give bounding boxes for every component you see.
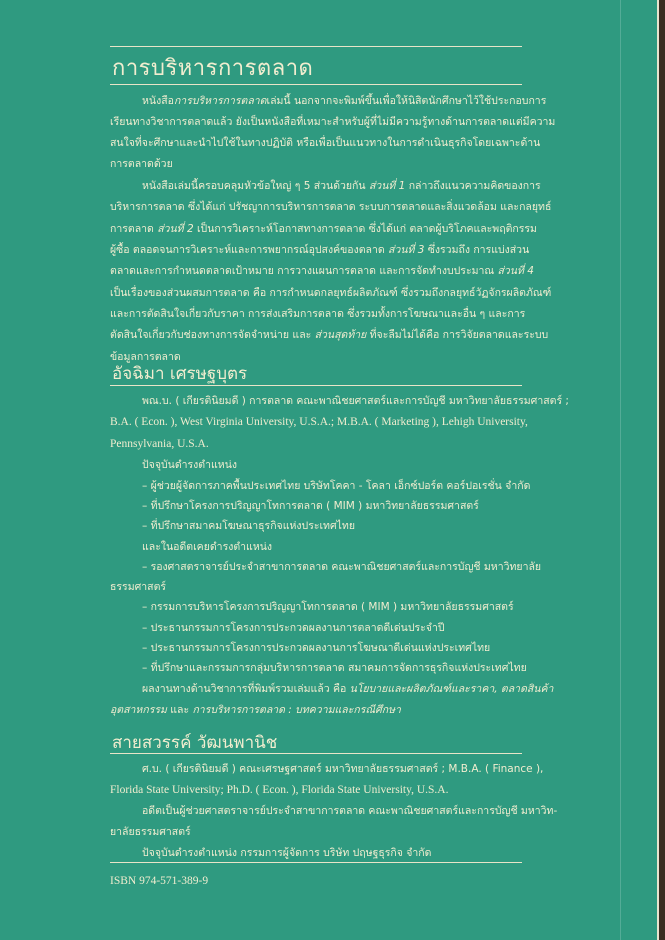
position-item: – ที่ปรึกษาสมาคมโฆษณาธุรกิจแห่งประเทศไทย: [142, 520, 355, 532]
isbn-rule: [110, 862, 522, 863]
book-title-italic: การบริหารการตลาด: [173, 95, 267, 107]
text: หนังสือเล่มนี้ครอบคลุมหัวข้อใหญ่ ๆ 5 ส่วนด้วยกัน: [142, 180, 369, 192]
position-item: – ผู้ช่วยผู้จัดการภาคพื้นประเทศไทย บริษัทโคคา - โคลา เอ็กซ์ปอร์ต คอร์ปอเรชั่น จำกัด: [142, 480, 531, 492]
spine-edge: [659, 0, 665, 940]
work-title: อุตสาหกรรม: [110, 704, 167, 716]
text: ที่จะลืมไม่ได้คือ การวิจัยตลาดและระบบ: [366, 329, 549, 341]
position-item: – ที่ปรึกษาและกรรมการกลุ่มบริหารการตลาด สมาคมการจัดการธุรกิจแห่งประเทศไทย: [142, 662, 527, 674]
position-item: – ประธานกรรมการโครงการประกวดผลงานการโฆษณาดีเด่นแห่งประเทศไทย: [142, 642, 491, 654]
author1-current-label: ปัจจุบันดำรงตำแหน่ง: [142, 459, 238, 471]
text: เล่มนี้ นอกจากจะพิมพ์ขึ้นเพื่อให้นิสิตนักศึกษาไว้ใช้ประกอบการ: [266, 95, 547, 107]
intro-line: ข้อมูลการตลาด: [110, 351, 181, 363]
author2-name: สายสวรรค์ วัฒนพานิช: [112, 733, 278, 753]
text: กล่าวถึงแนวความคิดของการ: [405, 180, 541, 192]
cover-crease: [620, 0, 621, 940]
position-item-cont: ธรรมศาสตร์: [110, 581, 167, 593]
author1-name: อัจฉิมา เศรษฐบุตร: [112, 364, 248, 384]
author2-current: ปัจจุบันดำรงตำแหน่ง กรรมการผู้จัดการ บริษัท ปฤษฐธุรกิจ จำกัด: [142, 847, 432, 859]
position-item: – ประธานกรรมการโครงการประกวดผลงานการตลาดดีเด่นประจำปี: [142, 622, 445, 634]
author2-edu: Florida State University; Ph.D. ( Econ. ), Florida State University, U.S.A.: [110, 784, 449, 796]
section-label: ส่วนสุดท้าย: [314, 329, 367, 341]
title-rule-bottom: [110, 84, 522, 85]
isbn: ISBN 974-571-389-9: [110, 875, 209, 887]
author1-edu: Pennsylvania, U.S.A.: [110, 438, 209, 450]
author2-rule: [110, 753, 522, 754]
author1-rule: [110, 385, 522, 386]
text: เป็นการวิเคราะห์โอกาสทางการตลาด ซึ่งได้แก่ ตลาดผู้บริโภคและพฤติกรรม: [193, 223, 537, 235]
position-item: – รองศาสตราจารย์ประจำสาขาการตลาด คณะพาณิชยศาสตร์และการบัญชี มหาวิทยาลัย: [142, 561, 542, 573]
text: ผู้ซื้อ ตลอดจนการวิเคราะห์และการพยากรณ์อุปสงค์ของตลาด: [110, 244, 389, 256]
intro-line: [110, 243, 530, 257]
intro-line: การตลาดด้วย: [110, 158, 173, 170]
intro-line: [110, 264, 534, 278]
text: ผลงานทางด้านวิชาการที่พิมพ์รวมเล่มแล้ว คือ: [142, 683, 350, 695]
author2-past: อดีตเป็นผู้ช่วยศาสตราจารย์ประจำสาขาการตลาด คณะพาณิชยศาสตร์และการบัญชี มหาวิท-: [142, 805, 558, 817]
author1-past-label: และในอดีตเคยดำรงตำแหน่ง: [142, 541, 273, 553]
section-label: ส่วนที่ 2: [157, 223, 194, 235]
work-title: นโยบายและผลิตภัณฑ์และราคา, ตลาดสินค้า: [349, 683, 554, 695]
position-item: – ที่ปรึกษาโครงการปริญญาโทการตลาด ( MIM ) มหาวิทยาลัยธรรมศาสตร์: [142, 500, 479, 512]
title-rule-top: [110, 46, 522, 47]
intro-line: เรียนทางวิชาการตลาดแล้ว ยังเป็นหนังสือที่เหมาะสำหรับผู้ที่ไม่มีความรู้ทางด้านการตลาดแต่มีความ: [110, 116, 556, 128]
section-label: ส่วนที่ 4: [497, 265, 534, 277]
intro-line: เป็นเรื่องของส่วนผสมการตลาด คือ การกำหนดกลยุทธ์ผลิตภัณฑ์ ซึ่งรวมถึงกลยุทธ์วัฏจักรผลิตภัณฑ์: [110, 287, 552, 299]
text: หนังสือ: [142, 95, 174, 107]
intro-line: บริหารการตลาด ซึ่งได้แก่ ปรัชญาการบริหารการตลาด ระบบการตลาดและสิ่งแวดล้อม และกลยุทธ์: [110, 201, 552, 213]
section-label: ส่วนที่ 1: [368, 180, 406, 192]
intro-line: [110, 328, 549, 342]
text: ตลาดและการกำหนดตลาดเป้าหมาย การวางแผนการตลาด และการจัดทำงบประมาณ: [110, 265, 498, 277]
section-label: ส่วนที่ 3: [388, 244, 425, 256]
text: ตัดสินใจเกี่ยวกับช่องทางการจัดจำหน่าย และ: [110, 329, 315, 341]
author2-edu: ศ.บ. ( เกียรตินิยมดี ) คณะเศรษฐศาสตร์ มหาวิทยาลัยธรรมศาสตร์ ; M.B.A. ( Finance ),: [142, 763, 544, 775]
author1-edu: พณ.บ. ( เกียรตินิยมดี ) การตลาด คณะพาณิชยศาสตร์และการบัญชี มหาวิทยาลัยธรรมศาสตร์ ;: [142, 395, 569, 407]
intro-line: [142, 179, 541, 193]
text: การตลาด: [110, 223, 158, 235]
text: ซึ่งรวมถึง การแบ่งส่วน: [424, 244, 530, 256]
author1-works: [142, 682, 554, 696]
work-title: การบริหารการตลาด : บทความและกรณีศึกษา: [192, 704, 401, 716]
intro-line: [142, 94, 547, 108]
intro-line: สนใจที่จะศึกษาและนำไปใช้ในทางปฏิบัติ หรือเพื่อเป็นแนวทางในการดำเนินธุรกิจโดยเฉพาะด้าน: [110, 137, 541, 149]
intro-line: [110, 222, 537, 236]
author2-past: ยาลัยธรรมศาสตร์: [110, 826, 191, 838]
book-title: การบริหารการตลาด: [112, 56, 314, 81]
author1-works: [110, 703, 522, 717]
intro-line: และการตัดสินใจเกี่ยวกับราคา การส่งเสริมการตลาด ซึ่งรวมทั้งการโฆษณาและอื่น ๆ และการ: [110, 308, 526, 320]
text: และ: [166, 704, 193, 716]
author1-edu: B.A. ( Econ. ), West Virginia University, U.S.A.; M.B.A. ( Marketing ), Lehigh University,: [110, 416, 528, 428]
position-item: – กรรมการบริหารโครงการปริญญาโทการตลาด ( MIM ) มหาวิทยาลัยธรรมศาสตร์: [142, 601, 514, 613]
